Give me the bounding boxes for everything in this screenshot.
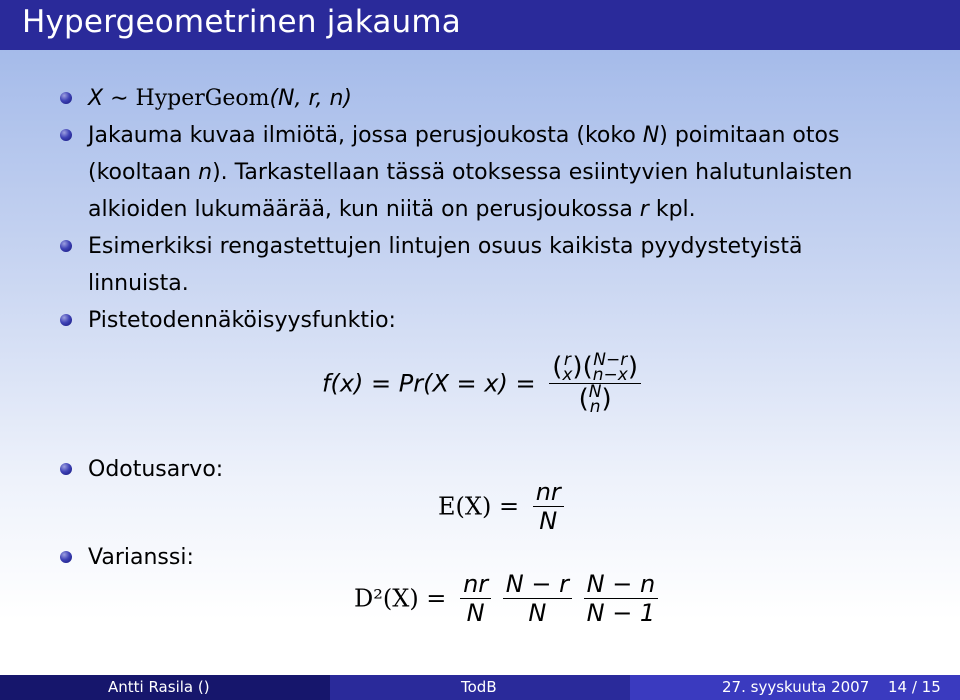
- desc-var-r: r: [639, 197, 649, 222]
- footer-page-number: 14 / 15: [888, 678, 941, 696]
- footer-bar: [0, 675, 960, 700]
- desc-text: (kooltaan: [88, 160, 199, 185]
- bullet-icon: [60, 129, 72, 141]
- bullet-icon: [60, 314, 72, 326]
- distribution-notation: [88, 80, 352, 117]
- bullet-icon: [60, 92, 72, 104]
- footer-date: 27. syyskuuta 2007: [722, 678, 870, 696]
- example-line: Esimerkiksi rengastettujen lintujen osuus kaikista pyydystetyistä: [88, 234, 803, 259]
- bullet-icon: [60, 463, 72, 475]
- mean-lhs: E(X) =: [438, 492, 520, 521]
- bullet-icon: [60, 551, 72, 563]
- tilde-symbol: ∼: [110, 86, 129, 111]
- pmf-label: Pistetodennäköisyysfunktio:: [88, 308, 396, 333]
- title-bar: [0, 0, 960, 50]
- mean-label: Odotusarvo:: [88, 457, 224, 482]
- mean-formula: [438, 478, 564, 535]
- pmf-fraction: [549, 352, 641, 415]
- variance-fraction-2: [503, 570, 572, 627]
- binom-top: r: [563, 350, 571, 370]
- variable-x: X: [88, 86, 104, 111]
- footer-author: Antti Rasila (): [108, 678, 210, 696]
- distribution-args: (N, r, n): [269, 86, 353, 111]
- variance-denominator: N: [466, 599, 485, 627]
- desc-var-N: N: [642, 123, 660, 148]
- desc-text: kpl.: [648, 197, 696, 222]
- description-text: [88, 117, 852, 228]
- pmf-denominator: ( N n ): [578, 382, 612, 417]
- variance-label: Varianssi:: [88, 545, 194, 570]
- binom-top: N−r: [593, 350, 628, 370]
- mean-fraction: [533, 478, 564, 535]
- variance-numerator: nr: [460, 570, 491, 599]
- footer-date-section: [630, 675, 960, 700]
- example-text: [88, 228, 802, 302]
- example-line: linnuista.: [88, 271, 189, 296]
- mean-denominator: N: [539, 507, 558, 535]
- bullet-icon: [60, 240, 72, 252]
- desc-text: Jakauma kuvaa ilmiötä, jossa perusjoukosta (koko: [88, 123, 643, 148]
- binom-bottom: x: [562, 365, 573, 385]
- variance-fraction-3: [584, 570, 659, 627]
- binom-top: N: [588, 382, 602, 402]
- footer-author-section: [0, 675, 330, 700]
- variance-denominator: N: [528, 599, 547, 627]
- distribution-name: HyperGeom: [135, 86, 270, 111]
- variance-fraction-1: [460, 570, 491, 627]
- desc-text: alkioiden lukumäärää, kun niitä on perusjoukossa: [88, 197, 640, 222]
- variance-formula: [354, 570, 658, 627]
- binom-bottom: n−x: [592, 365, 628, 385]
- slide-title: Hypergeometrinen jakauma: [22, 4, 461, 40]
- desc-text: ) poimitaan otos: [659, 123, 840, 148]
- pmf-lhs: f(x) = Pr(X = x) =: [322, 369, 536, 398]
- variance-numerator: N − r: [503, 570, 572, 599]
- desc-var-n: n: [198, 160, 213, 185]
- variance-denominator: N − 1: [586, 599, 656, 627]
- footer-title-section: [330, 675, 630, 700]
- pmf-formula: [322, 352, 641, 415]
- mean-numerator: nr: [533, 478, 564, 507]
- variance-numerator: N − n: [584, 570, 659, 599]
- pmf-numerator: ( r x )( N−r n−x ): [549, 352, 641, 384]
- binom-bottom: n: [589, 397, 601, 417]
- variance-lhs: D²(X) =: [354, 584, 447, 613]
- desc-text: ). Tarkastellaan tässä otoksessa esiintyvien halutunlaisten: [212, 160, 853, 185]
- footer-short-title: TodB: [461, 678, 497, 696]
